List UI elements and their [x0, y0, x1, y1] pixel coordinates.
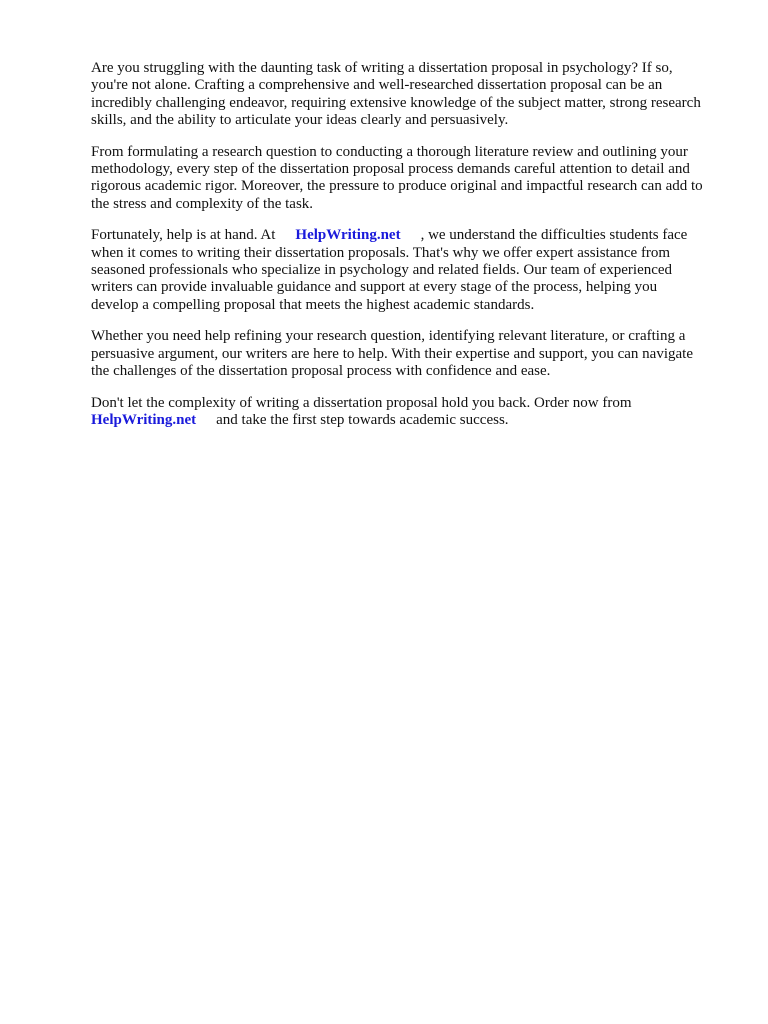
paragraph-process: From formulating a research question to conducting a thorough literature review and outlining your methodology, every step of the dissertation proposal process demands careful attention to detail and rigorous academic rigor. Moreover, the pressure to produce original and impactful research can add to the stress and complexity of the task. — [91, 143, 703, 212]
paragraph-help-rest: , we understand the difficulties students face when it comes to writing their dissertation proposals. That's why we offer expert assistance from seasoned professionals who specialize in psychology and related fields. Our team of experienced writers can provide invaluable guidance and support at every stage of the process, helping you develop a compelling proposal that meets the highest academic standards. — [91, 227, 688, 313]
paragraph-cta-rest: and take the first step towards academic success. — [216, 411, 509, 428]
paragraph-cta-lead: Don't let the complexity of writing a dissertation proposal hold you back. Order now from — [91, 394, 632, 411]
helpwriting-order-link[interactable]: HelpWriting.net — [91, 411, 197, 428]
paragraph-intro: Are you struggling with the daunting task of writing a dissertation proposal in psychology? If so, you're not alone. Crafting a comprehensive and well-researched dissertation proposal can be an incredibly challenging endeavor, requiring extensive knowledge of the subject matter, strong research skills, and the ability to articulate your ideas clearly and persuasively. — [91, 60, 701, 129]
paragraph-help-lead: Fortunately, help is at hand. At — [91, 227, 276, 244]
paragraph-writers: Whether you need help refining your research question, identifying relevant literature, or crafting a persuasive argument, our writers are here to help. With their expertise and support, you can navigate the challenges of the dissertation proposal process with confidence and ease. — [91, 328, 693, 380]
document-body — [91, 60, 731, 443]
helpwriting-link[interactable]: HelpWriting.net — [295, 227, 401, 244]
paragraph-help — [91, 227, 731, 314]
paragraph-cta — [91, 395, 731, 430]
